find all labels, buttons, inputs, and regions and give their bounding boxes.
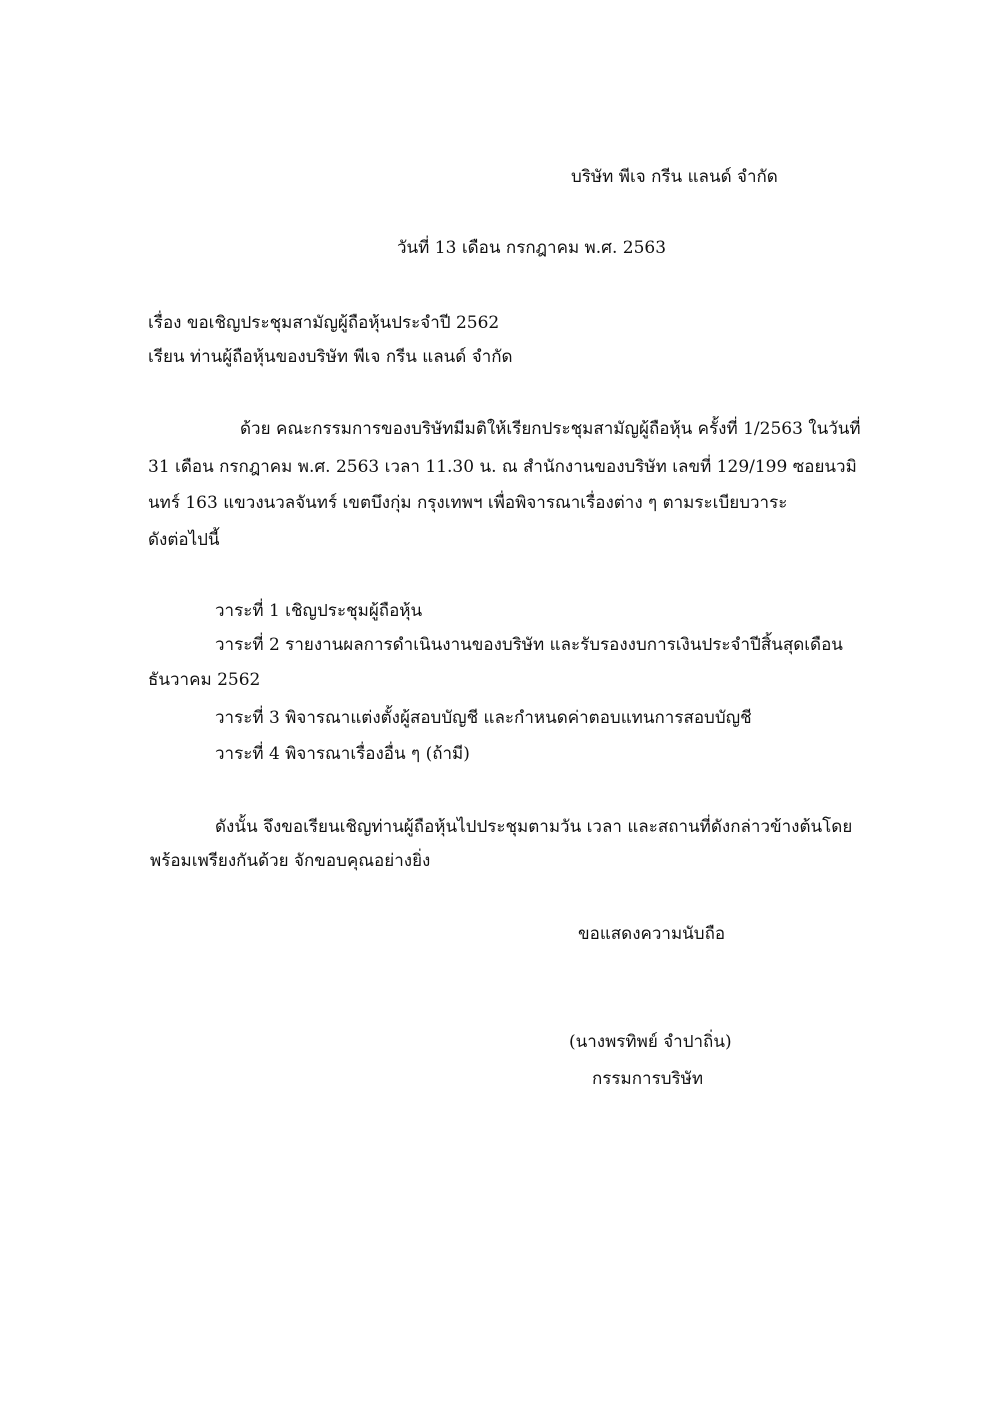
agenda-item-1: วาระที่ 1 เชิญประชุมผู้ถือหุ้น xyxy=(215,601,423,621)
agenda-item-2: วาระที่ 2 รายงานผลการดำเนินงานของบริษัท และรับรองงบการเงินประจำปีสิ้นสุดเดือน xyxy=(215,635,843,655)
paragraph1-line: ด้วย คณะกรรมการของบริษัทมีมติให้เรียกประชุมสามัญผู้ถือหุ้น ครั้งที่ 1/2563 ในวันที่ xyxy=(240,419,861,439)
signer-name: (นางพรทิพย์ จำปาถิ่น) xyxy=(569,1032,732,1052)
letter-subject: เรื่อง ขอเชิญประชุมสามัญผู้ถือหุ้นประจำปี 2562 xyxy=(148,313,500,333)
paragraph2-line: ดังนั้น จึงขอเรียนเชิญท่านผู้ถือหุ้นไปประชุมตามวัน เวลา และสถานที่ดังกล่าวข้างต้นโดย xyxy=(215,817,853,837)
paragraph1-line: นทร์ 163 แขวงนวลจันทร์ เขตบึงกุ่ม กรุงเทพฯ เพื่อพิจารณาเรื่องต่าง ๆ ตามระเบียบวาระ xyxy=(148,493,788,513)
paragraph1-line: 31 เดือน กรกฎาคม พ.ศ. 2563 เวลา 11.30 น. ณ สำนักงานของบริษัท เลขที่ 129/199 ซอยนวมิ xyxy=(148,457,857,477)
closing-phrase: ขอแสดงความนับถือ xyxy=(578,924,726,944)
signer-title: กรรมการบริษัท xyxy=(592,1069,704,1089)
letter-recipient: เรียน ท่านผู้ถือหุ้นของบริษัท พีเจ กรีน แลนด์ จำกัด xyxy=(148,347,513,367)
paragraph2-line: พร้อมเพรียงกันด้วย จักขอบคุณอย่างยิ่ง xyxy=(150,851,431,871)
agenda-item-4: วาระที่ 4 พิจารณาเรื่องอื่น ๆ (ถ้ามี) xyxy=(215,744,470,764)
agenda-item-2-continuation: ธันวาคม 2562 xyxy=(148,670,261,690)
letter-date: วันที่ 13 เดือน กรกฎาคม พ.ศ. 2563 xyxy=(397,238,667,258)
company-name-header: บริษัท พีเจ กรีน แลนด์ จำกัด xyxy=(571,167,778,187)
agenda-item-3: วาระที่ 3 พิจารณาแต่งตั้งผู้สอบบัญชี และกำหนดค่าตอบแทนการสอบบัญชี xyxy=(215,708,752,728)
paragraph1-line: ดังต่อไปนี้ xyxy=(148,530,220,550)
